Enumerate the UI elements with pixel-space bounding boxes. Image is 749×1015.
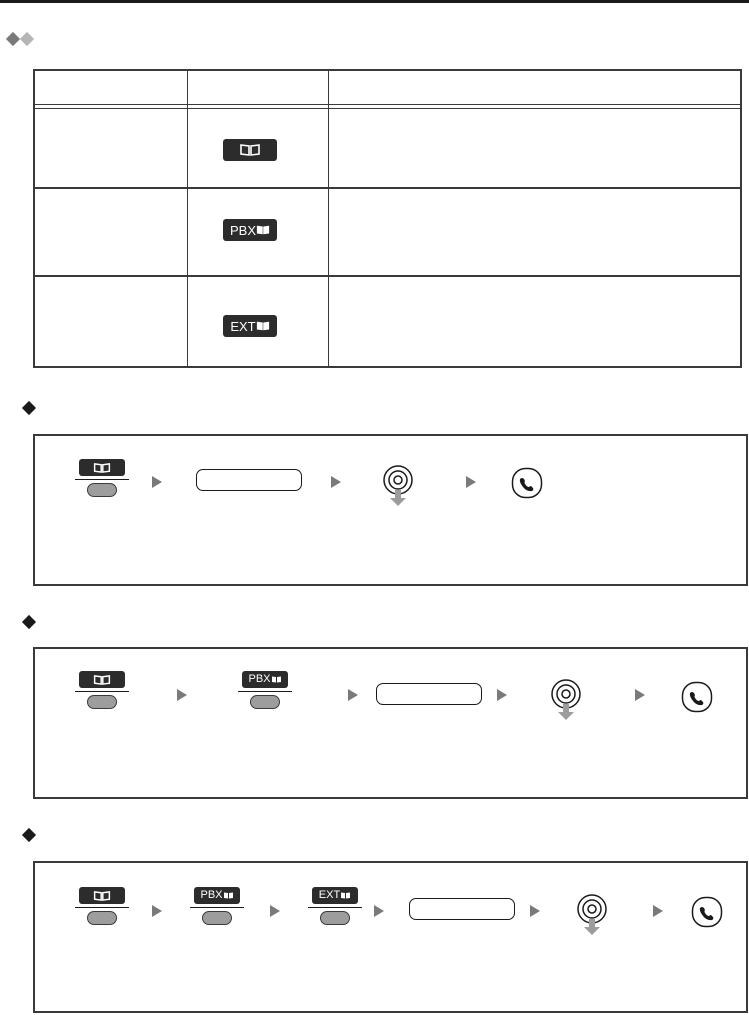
ext-phonebook-key-icon	[312, 887, 358, 904]
table-row	[223, 219, 277, 241]
ext-label: EXT	[318, 889, 341, 901]
pbx-phonebook-softkey[interactable]	[238, 671, 292, 709]
ext-label: EXT	[230, 318, 256, 334]
search-name-field[interactable]	[376, 683, 482, 705]
phonebook-icon	[93, 890, 111, 902]
pbx-phonebook-key-icon	[242, 671, 288, 688]
table-col-divider	[187, 71, 188, 366]
step-arrow-icon	[497, 689, 507, 701]
softkey-button[interactable]	[87, 695, 117, 709]
phonebook-icon	[93, 674, 111, 686]
softkey-underline	[75, 691, 129, 692]
step-arrow-icon	[152, 905, 162, 917]
procedure-box-1	[33, 434, 748, 586]
phonebook-softkey[interactable]	[75, 887, 129, 925]
phonebook-softkey[interactable]	[75, 671, 129, 709]
table-row	[223, 139, 277, 162]
pbx-label: PBX	[229, 222, 256, 238]
softkey-underline	[75, 479, 129, 480]
phonebook-icon	[223, 890, 234, 901]
ext-phonebook-key-icon	[223, 315, 277, 337]
pbx-phonebook-key-icon	[223, 219, 277, 241]
pbx-phonebook-softkey[interactable]	[190, 887, 244, 925]
phonebook-icon	[271, 674, 282, 685]
softkey-button[interactable]	[87, 911, 117, 925]
softkey-button[interactable]	[87, 483, 117, 497]
pbx-phonebook-key-icon	[194, 887, 240, 904]
phonebook-icon	[239, 143, 261, 157]
softkey-button[interactable]	[202, 911, 232, 925]
table-header-divider	[35, 108, 740, 109]
table-row-divider	[35, 187, 740, 189]
diamond-bullet-icon	[22, 828, 36, 842]
phonebook-key-icon	[79, 887, 125, 904]
top-rule	[0, 0, 749, 3]
navigator-key-icon[interactable]	[382, 464, 414, 506]
step-arrow-icon	[635, 689, 645, 701]
phonebook-icon	[256, 223, 270, 237]
step-arrow-icon	[152, 476, 162, 488]
step-arrow-icon	[331, 476, 341, 488]
double-diamond-icon-second	[20, 32, 34, 46]
table-row-divider	[35, 275, 740, 277]
talk-key-icon[interactable]	[691, 896, 723, 928]
softkey-underline	[238, 691, 292, 692]
search-name-field[interactable]	[196, 469, 302, 491]
phonebook-icon	[256, 319, 270, 333]
phonebook-icon	[340, 890, 351, 901]
diamond-bullet-icon	[22, 615, 36, 629]
talk-key-icon[interactable]	[681, 681, 713, 713]
phonebook-key-icon	[79, 459, 125, 476]
step-arrow-icon	[466, 476, 476, 488]
softkey-underline	[75, 907, 129, 908]
step-arrow-icon	[348, 689, 358, 701]
table-row	[223, 315, 277, 337]
step-arrow-icon	[374, 905, 384, 917]
step-arrow-icon	[653, 905, 663, 917]
double-diamond-icon	[6, 32, 20, 46]
navigator-key-icon[interactable]	[576, 893, 608, 935]
procedure-box-2	[33, 647, 748, 799]
search-name-field[interactable]	[409, 898, 515, 920]
procedure-box-3	[33, 861, 748, 1013]
softkey-underline	[308, 907, 362, 908]
softkey-button[interactable]	[250, 695, 280, 709]
phonebook-key-icon	[223, 139, 277, 161]
softkey-button[interactable]	[320, 911, 350, 925]
navigator-key-icon[interactable]	[550, 678, 582, 720]
diamond-bullet-icon	[22, 401, 36, 415]
talk-key-icon[interactable]	[511, 467, 543, 499]
step-arrow-icon	[177, 689, 187, 701]
pbx-label: PBX	[248, 673, 271, 685]
pbx-label: PBX	[200, 889, 223, 901]
phonebook-table	[33, 69, 742, 368]
step-arrow-icon	[530, 905, 540, 917]
phonebook-softkey[interactable]	[75, 459, 129, 497]
phonebook-icon	[93, 462, 111, 474]
ext-phonebook-softkey[interactable]	[308, 887, 362, 925]
phonebook-key-icon	[79, 671, 125, 688]
table-col-divider	[328, 71, 329, 366]
table-header-divider	[35, 104, 740, 105]
step-arrow-icon	[270, 905, 280, 917]
softkey-underline	[190, 907, 244, 908]
